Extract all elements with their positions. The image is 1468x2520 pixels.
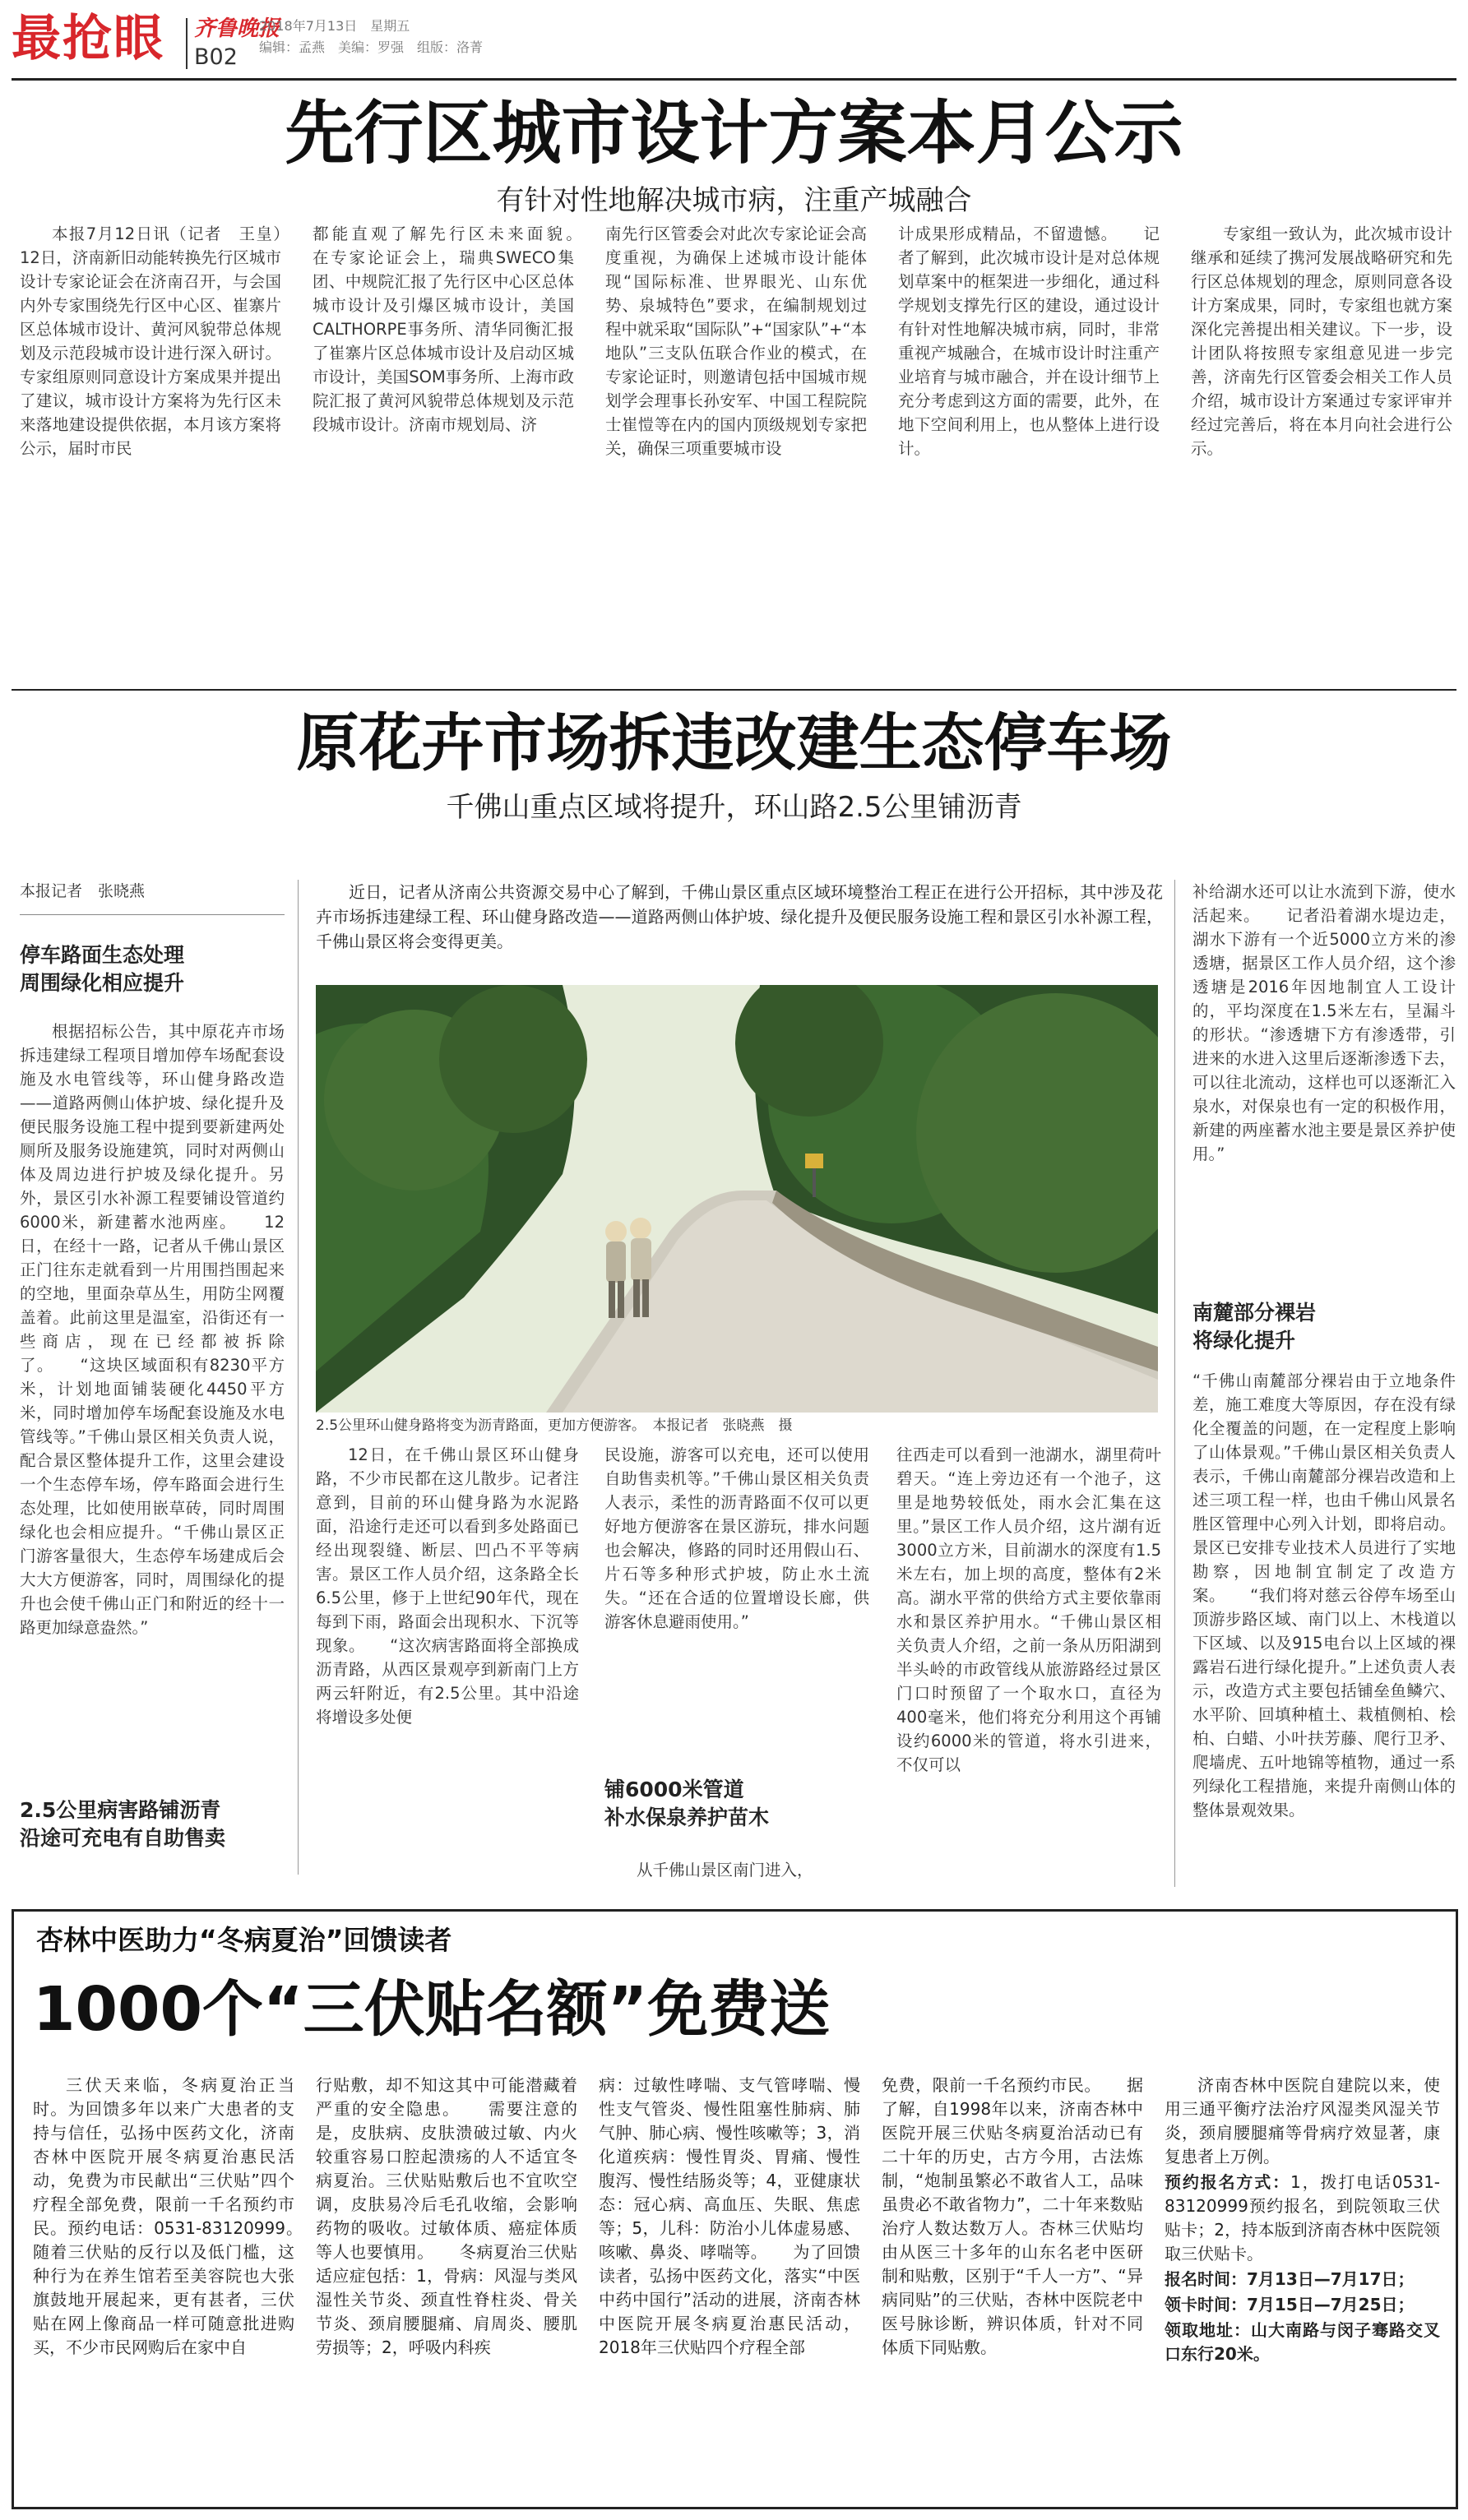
ad-address xyxy=(1165,2319,1440,2366)
ad-col-2: 行贴敷，却不知这其中可能潜藏着严重的安全隐患。 需要注意的是，皮肤病、皮肤溃破过敏、内火较重容易口腔起溃疡的人不适宜冬病夏治。三伏贴贴敷后也不宜吹空调，皮肤易冷后毛孔收缩，会影响药物的吸收。过敏体质、癌症体质等人也要慎用。 冬病夏治三伏贴适应症包括：1，骨病：风湿与类风湿性关节炎、颈直性脊柱炎、骨关节炎、颈肩腰腿痛、肩周炎、腰肌劳损等；2，呼吸内科疾 xyxy=(316,2075,577,2357)
ad-address-label: 领取地址： xyxy=(1165,2320,1251,2340)
section-title: 最抢眼 xyxy=(12,10,164,67)
article1-col-2: 都能直观了解先行区未来面貌。 在专家论证会上，瑞典SWECO集团、中规院汇报了先行区中心区总体城市设计及引爆区城市设计，美国CALTHORPE事务所、清华同衡汇报了崔寨片区总体城市设计及启动区城市设计，美国SOM事务所、上海市政院汇报了黄河风貌带总体规划及示范段城市设计。济南市规划局、济 xyxy=(313,224,574,434)
masthead-rule xyxy=(12,78,1456,81)
article2-left-col: 根据招标公告，其中原花卉市场拆违建绿工程项目增加停车场配套设施及水电管线等，环山健身路改造——道路两侧山体护坡、绿化提升及便民服务设施工程中提到要新建两处厕所及服务设施建筑，同时对两侧山体及周边进行护坡及绿化提升。另外，景区引水补源工程要铺设管道约6000米，新建蓄水池两座。 12日，在经十一路，记者从千佛山景区正门往东走就看到一片用围挡围起来的空地，里面杂草丛生，用防尘网覆盖着。此前这里是温室，沿街还有一些商店，现在已经都被拆除了。 “这块区域面积有8230平方米，计划地面铺装硬化4450平方米，同时增加停车场配套设施及水电管线等。”千佛山景区相关负责人说，配合景区整体提升工作，这里会建设一个生态停车场，停车路面会进行生态处理，比如使用嵌草砖，同时周围绿化也会相应提升。“千佛山景区正门游客量很大，生态停车场建成后会大大方便游客，同时，周围绿化的提升也会使千佛山正门和附近的经十一路更加绿意盎然。” xyxy=(20,1022,285,1637)
ad-reserve-text: 1，拨打电话0531-83120999预约报名，到院领取三伏贴卡；2，持本版到济南杏林中医院领取三伏贴卡。 xyxy=(1165,2172,1440,2263)
article2-lead: 近日，记者从济南公共资源交易中心了解到，千佛山景区重点区域环境整治工程正在进行公开招标，其中涉及花卉市场拆违建绿工程、环山健身路改造——道路两侧山体护坡、绿化提升及便民服务设施工程和景区引水补源工程，千佛山景区将会变得更美。 xyxy=(316,882,1163,951)
article1-col-5: 专家组一致认为，此次城市设计继承和延续了携河发展战略研究和先行区总体规划的理念，原则同意各设计方案成果，同时，专家组也就方案深化完善提出相关建议。下一步，设计团队将按照专家组意见进一步完善，济南先行区管委会相关工作人员介绍，城市设计方案通过专家评审并经过完善后，将在本月向社会进行公示。 xyxy=(1191,224,1452,458)
masthead-divider xyxy=(186,18,188,69)
ad-reserve xyxy=(1165,2171,1440,2266)
article2-mid-col-2: 民设施，游客可以充电，还可以使用自助售卖机等。”千佛山景区相关负责人表示，柔性的沥青路面不仅可以更好地方便游客在景区游玩，排水问题也会解决，修路的同时还用假山石、片石等多种形式护坡，防止水土流失。“还在合适的位置增设长廊，供游客休息避雨使用。” xyxy=(604,1445,869,1631)
sub-head-3: 铺6000米管道 补水保泉养护苗木 xyxy=(604,1778,770,1829)
ad-card-text: 7月15日—7月25日； xyxy=(1247,2295,1415,2314)
editors: 编辑：孟燕 美编：罗强 组版：洛菁 xyxy=(259,39,484,55)
ad-card-label: 领卡时间： xyxy=(1165,2295,1247,2314)
ad-reserve-label: 预约报名方式： xyxy=(1165,2172,1291,2192)
ad-col-5 xyxy=(1165,2074,1440,2493)
sub-head-1: 停车路面生态处理 周围绿化相应提升 xyxy=(20,943,185,995)
ad-col-3: 病：过敏性哮喘、支气管哮喘、慢性支气管炎、慢性阻塞性肺病、肺气肿、肺心病、慢性咳嗽等；3，消化道疾病：慢性胃炎、胃痛、慢性腹泻、慢性结肠炎等；4，亚健康状态：冠心病、高血压、失眠、焦虑等；5，儿科：防治小儿体虚易感、咳嗽、鼻炎、哮喘等。 为了回馈读者，弘扬中医药文化，落实“中医中药中国行”活动的进展，济南杏林中医院开展冬病夏治惠民活动，2018年三伏贴四个疗程全部 xyxy=(599,2075,860,2357)
ad-col-4: 免费，限前一千名预约市民。 据了解，自1998年以来，济南杏林中医院开展三伏贴冬病夏治活动已有二十年的历史，古方今用，古法炼制，“炮制虽繁必不敢省人工，品味虽贵必不敢省物力”，二十年来数贴治疗人数达数万人。杏林三伏贴均由从医三十多年的山东名老中医研制和贴敷，区别于“千人一方”、“异病同贴”的三伏贴，杏林中医院老中医号脉诊断，辨识体质，针对不同体质下同贴敷。 xyxy=(882,2075,1143,2357)
ad-signup-text: 7月13日—7月17日； xyxy=(1247,2269,1415,2289)
article2-mid-col-2-after: 从千佛山景区南门进入， xyxy=(637,1861,813,1880)
article2-title: 原花卉市场拆违改建生态停车场 xyxy=(296,706,1172,779)
article2-subtitle: 千佛山重点区域将提升，环山路2.5公里铺沥青 xyxy=(446,791,1022,824)
ad-card xyxy=(1165,2293,1440,2317)
article1-title: 先行区城市设计方案本月公示 xyxy=(285,93,1183,173)
photo xyxy=(316,985,1158,1413)
page-number: B02 xyxy=(194,44,238,70)
article2-byline: 本报记者 张晓燕 xyxy=(20,882,146,900)
photo-caption: 2.5公里环山健身路将变为沥青路面，更加方便游客。 本报记者 张晓燕 摄 xyxy=(316,1417,793,1434)
paper-name: 齐鲁晚报 xyxy=(194,16,280,41)
masthead-date xyxy=(259,18,410,35)
article1-col-3: 南先行区管委会对此次专家论证会高度重视，为确保上述城市设计能体现“国际标准、世界眼光、山东优势、泉城特色”要求，在编制规划过程中就采取“国际队”+“国家队”+“本地队”三支队伍联合作业的模式，在专家论证时，则邀请包括中国城市规划学会理事长孙安军、中国工程院院士崔愷等在内的国内顶级规划专家把关，确保三项重要城市设 xyxy=(605,224,867,458)
article1-col-4: 计成果形成精品，不留遗憾。 记者了解到，此次城市设计是对总体规划草案中的框架进一步细化，通过科学规划支撑先行区的建设，通过设计有针对性地解决城市病，同时，非常重视产城融合，在城市设计时注重产业培育与城市融合，并在设计细节上充分考虑到这方面的需要，此外，在地下空间利用上，也从整体上进行设计。 xyxy=(898,224,1160,458)
photo-illustration xyxy=(316,985,1158,1413)
article1-bottom-rule xyxy=(12,689,1456,691)
ad-headline: 1000个“三伏贴名额”免费送 xyxy=(33,1974,831,2045)
weekday: 星期五 xyxy=(370,18,410,34)
article2-left-divider xyxy=(298,880,299,1875)
article2-mid-col-1: 12日，在千佛山景区环山健身路，不少市民都在这儿散步。记者注意到，目前的环山健身路为水泥路面，沿途行走还可以看到多处路面已经出现裂缝、断层、凹凸不平等病害。景区工作人员介绍，这条路全长6.5公里，修于上世纪90年代，现在每到下雨，路面会出现积水、下沉等现象。 “这次病害路面将全部换成沥青路，从西区景观亭到新南门上方两云轩附近，有2.5公里。其中沿途将增设多处便 xyxy=(316,1445,579,1727)
ad-address-text: 山大南路与闵子骞路交叉口东行20米。 xyxy=(1165,2320,1440,2364)
article2-mid-col-3: 往西走可以看到一池湖水，湖里荷叶碧天。“连上旁边还有一个池子，这里是地势较低处，雨水会汇集在这里。”景区工作人员介绍，这片湖有近3000立方米，目前湖水的深度有1.5米左右，加上坝的高度，整体有2米高。湖水平常的供给方式主要依靠雨水和景区养护用水。“千佛山景区相关负责人介绍，之前一条从历阳湖到半头岭的市政管线从旅游路经过景区门口时预留了一个取水口，直径为400毫米，他们将充分利用这个再铺设约6000米的管道，将水引进来，不仅可以 xyxy=(896,1445,1161,1774)
article2-right-col-bottom: “千佛山南麓部分裸岩由于立地条件差，施工难度大等原因，存在没有绿化全覆盖的问题，在一定程度上影响了山体景观。”千佛山景区相关负责人表示，千佛山南麓部分裸岩改造和上述三项工程一样，也由千佛山风景名胜区管理中心列入计划，即将启动。景区已安排专业技术人员进行了实地勘察，因地制宜制定了改造方案。 “我们将对慈云谷停车场至山顶游步路区域、南门以上、木栈道以下区域、以及915电台以上区域的裸露岩石进行绿化提升。”上述负责人表示，改造方式主要包括铺垒鱼鳞穴、水平阶、回填种植土、栽植侧柏、桧柏、白蜡、小叶扶芳藤、爬行卫矛、爬墙虎、五叶地锦等植物，通过一系列绿化工程措施，来提升南侧山体的整体景观效果。 xyxy=(1192,1371,1456,1819)
article2-right-divider xyxy=(1174,880,1175,1887)
ad-col-5-intro: 济南杏林中医院自建院以来，使用三通平衡疗法治疗风湿类风湿关节炎，颈肩腰腿痛等骨病疗效显著，康复患者上万例。 xyxy=(1165,2075,1440,2166)
ad-signup-label: 报名时间： xyxy=(1165,2269,1247,2289)
article2-right-col-top: 补给湖水还可以让水流到下游，使水活起来。 记者沿着湖水堤边走，湖水下游有一个近5000立方米的渗透塘，据景区工作人员介绍，这个渗透塘是2016年因地制宜人工设计的，平均深度在1.5米左右，呈漏斗的形状。“渗透塘下方有渗透带，引进来的水进入这里后逐渐渗透下去，可以往北流动，这样也可以逐渐汇入泉水，对保泉也有一定的积极作用，新建的两座蓄水池主要是景区养护使用。” xyxy=(1192,882,1456,1163)
article1-col-1: 本报7月12日讯（记者 王皇） 12日，济南新旧动能转换先行区城市设计专家论证会在济南召开，与会国内外专家围绕先行区中心区、崔寨片区总体城市设计、黄河风貌带总体规划及示范段城市设计进行深入研讨。专家组原则同意设计方案成果并提出了建议，城市设计方案将为先行区未来落地建设提供依据，本月该方案将公示，届时市民 xyxy=(20,224,281,458)
date: 2018年7月13日 xyxy=(259,18,358,34)
ad-signup xyxy=(1165,2268,1440,2291)
byline-rule xyxy=(20,914,285,915)
article1-subtitle: 有针对性地解决城市病，注重产城融合 xyxy=(496,184,972,217)
sub-head-4: 南麓部分裸岩 将绿化提升 xyxy=(1192,1301,1317,1352)
ad-kicker: 杏林中医助力“冬病夏治”回馈读者 xyxy=(36,1924,452,1956)
ad-col-1: 三伏天来临，冬病夏治正当时。为回馈多年以来广大患者的支持与信任，弘扬中医药文化，济南杏林中医院开展冬病夏治惠民活动，免费为市民献出“三伏贴”四个疗程全部免费，限前一千名预约市民。预约电话：0531-83120999。 随着三伏贴的反行以及低门槛，这种行为在养生馆若至美容院也大张旗鼓地开展起来，更有甚者，三伏贴在网上像商品一样可随意批进购买，不少市民网购后在家中自 xyxy=(33,2075,294,2357)
sub-head-2: 2.5公里病害路铺沥青 沿途可充电有自助售卖 xyxy=(20,1798,226,1850)
